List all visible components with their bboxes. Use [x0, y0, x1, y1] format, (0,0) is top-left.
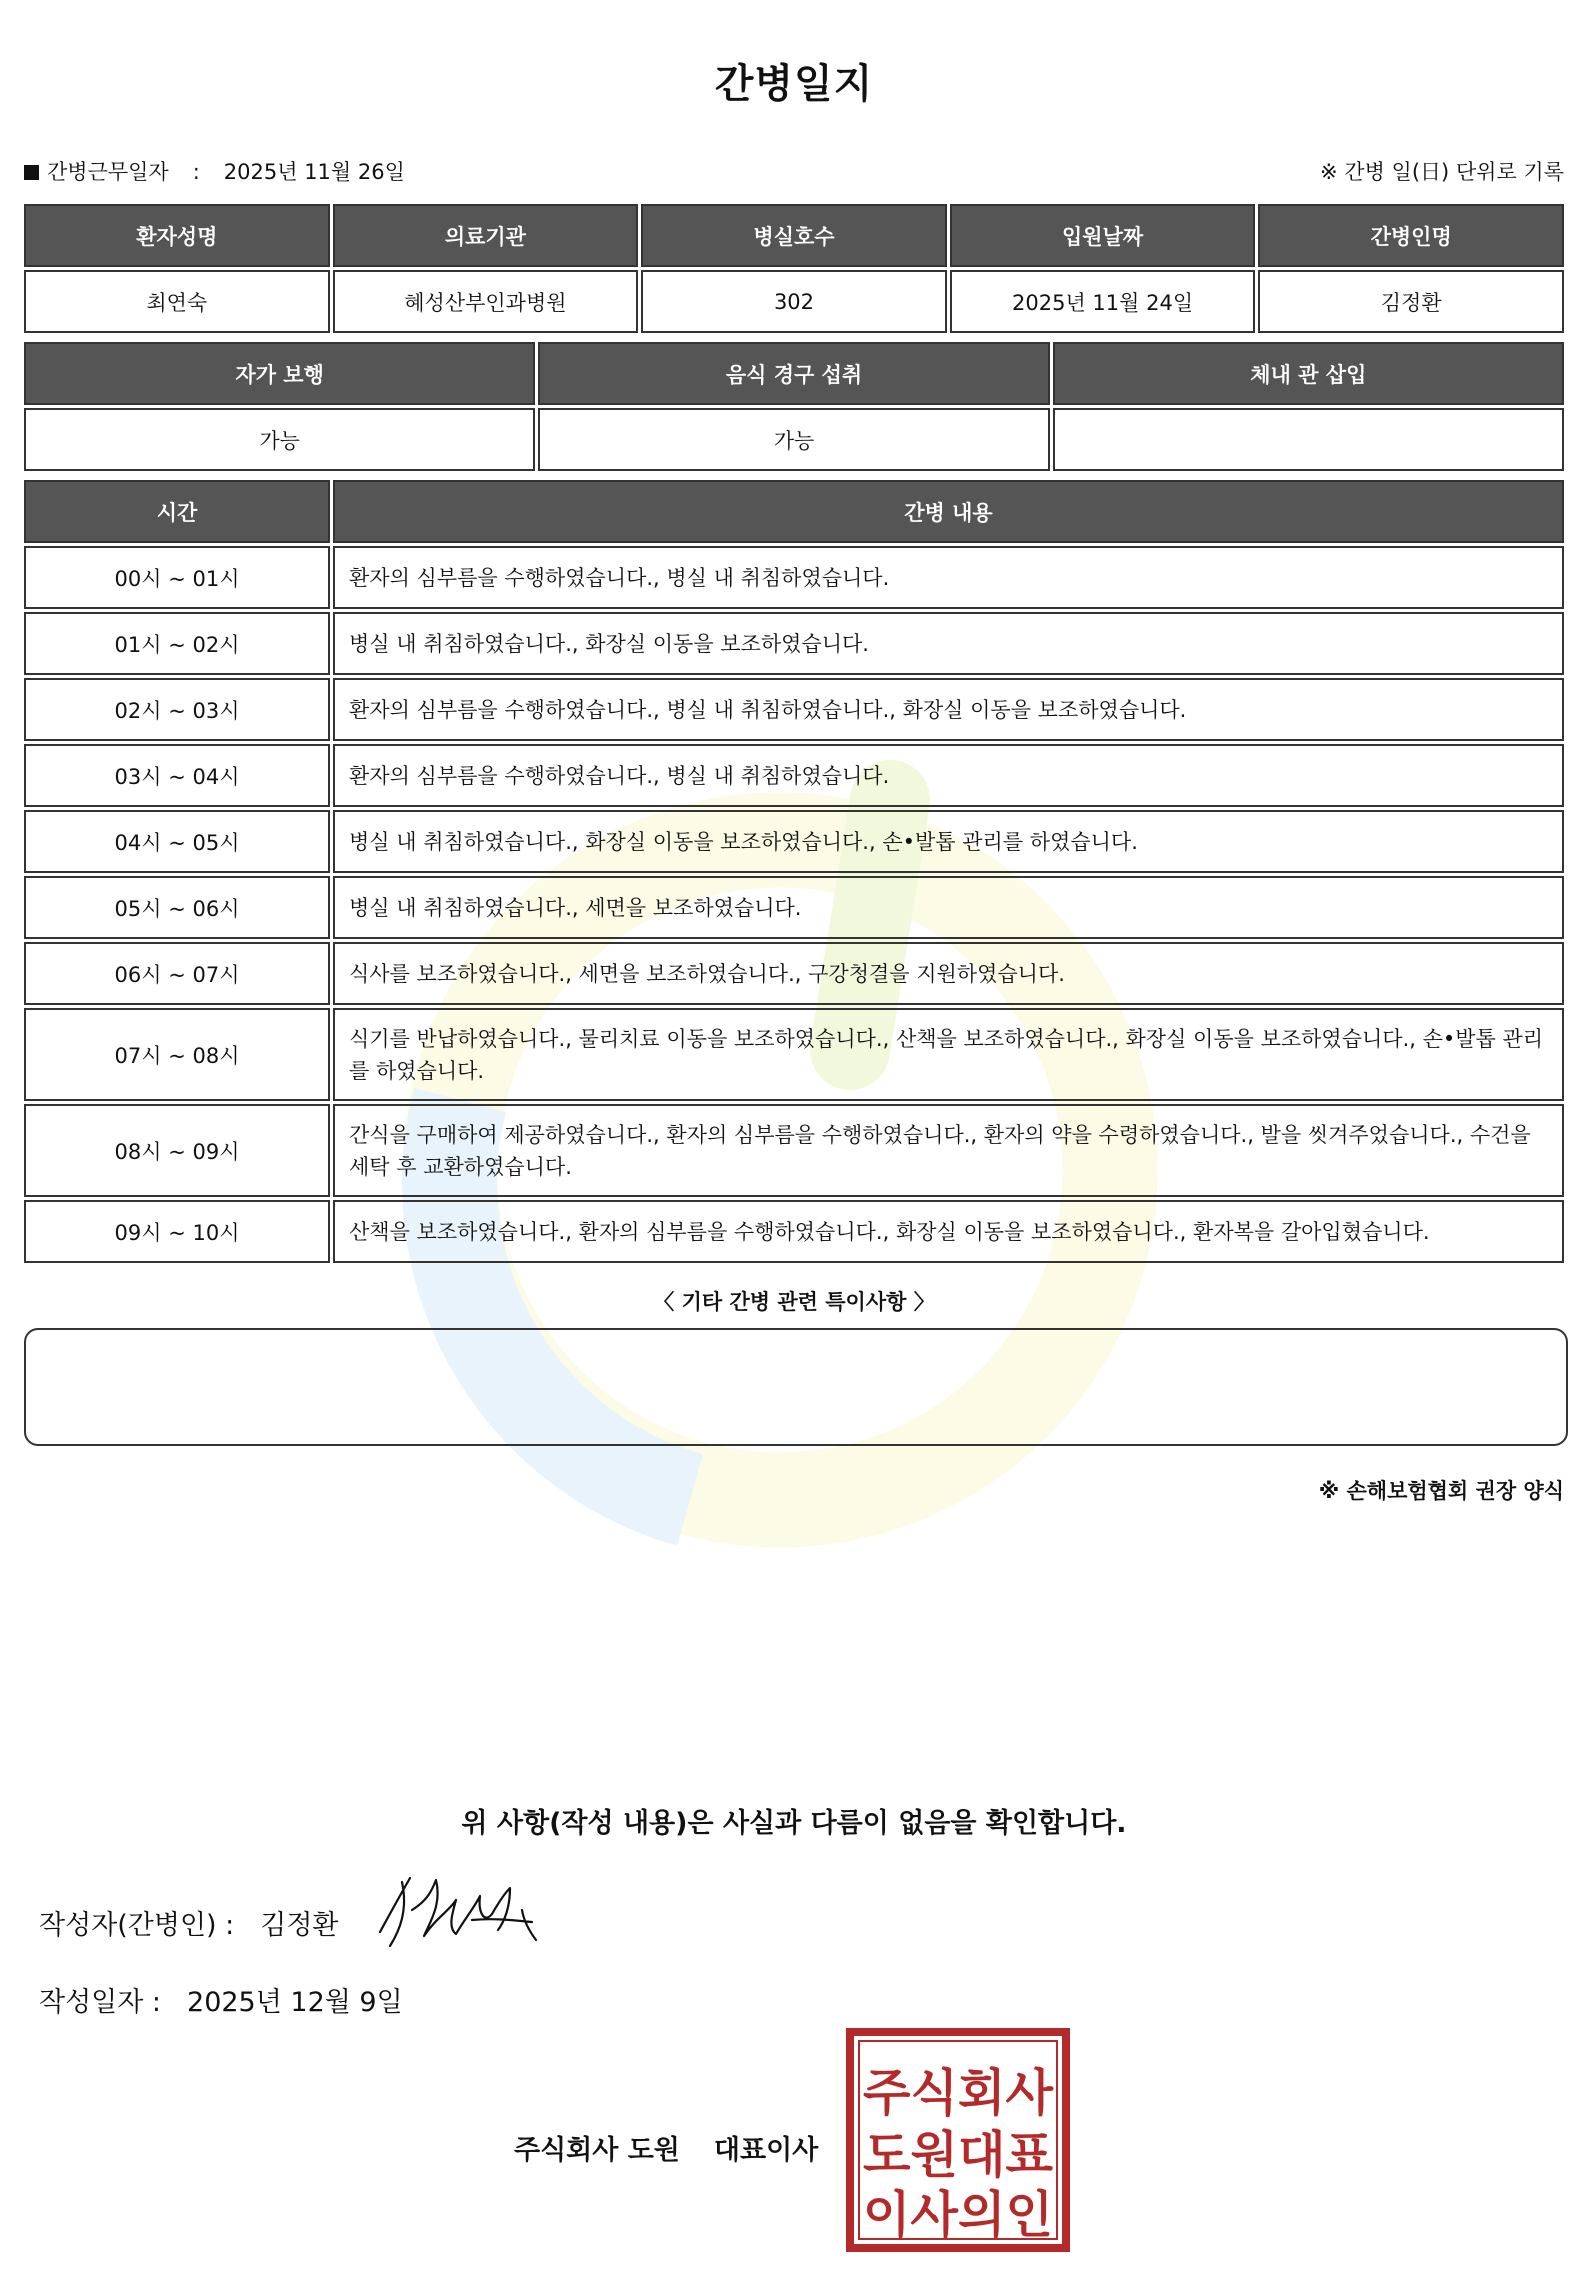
oral-intake-value: 가능: [538, 408, 1049, 471]
header-care-content: 간병 내용: [333, 480, 1564, 543]
company-rep-title: 대표이사: [713, 2135, 819, 2166]
table-row: [24, 876, 1564, 939]
writer-label: 작성자(간병인) :: [39, 1910, 235, 1941]
seal-line-1: 주식회사: [863, 2064, 1054, 2122]
row-content: 병실 내 취침하였습니다., 화장실 이동을 보조하였습니다.: [333, 612, 1564, 675]
row-content: 환자의 심부름을 수행하였습니다., 병실 내 취침하였습니다.: [333, 744, 1564, 807]
header-hospital: 의료기관: [333, 204, 639, 267]
care-log-table: [21, 477, 1567, 1266]
table-row: [24, 1104, 1564, 1197]
table-row: [24, 1008, 1564, 1101]
table-row: [24, 744, 1564, 807]
row-time: 04시 ~ 05시: [24, 810, 330, 873]
header-room: 병실호수: [641, 204, 947, 267]
row-time: 05시 ~ 06시: [24, 876, 330, 939]
row-time: 07시 ~ 08시: [24, 1008, 330, 1101]
work-date-value: 2025년 11월 26일: [223, 160, 405, 184]
table-row: [24, 1200, 1564, 1263]
seal-line-3: 이사의인: [863, 2186, 1053, 2244]
row-content: 산책을 보조하였습니다., 환자의 심부름을 수행하였습니다., 화장실 이동을 보조하였습니다., 환자복을 갈아입혔습니다.: [333, 1200, 1564, 1263]
confirmation-statement: 위 사항(작성 내용)은 사실과 다름이 없음을 확인합니다.: [461, 1808, 1127, 1839]
header-caregiver: 간병인명: [1258, 204, 1564, 267]
row-content: 간식을 구매하여 제공하였습니다., 환자의 심부름을 수행하였습니다., 환자의 약을 수령하였습니다., 발을 씻겨주었습니다., 수건을 세탁 후 교환하였습니다.: [333, 1104, 1564, 1197]
writer-name: 김정환: [260, 1910, 339, 1941]
header-tube: 체내 관 삽입: [1053, 342, 1564, 405]
recommendation-note: ※ 손해보험협회 권장 양식: [1318, 1479, 1564, 1503]
admission-date: 2025년 11월 24일: [950, 270, 1256, 333]
tube-value: [1053, 408, 1564, 471]
caregiver-name: 김정환: [1258, 270, 1564, 333]
row-time: 06시 ~ 07시: [24, 942, 330, 1005]
written-date-value: 2025년 12월 9일: [187, 1987, 403, 2018]
written-date-label: 작성일자 :: [39, 1987, 162, 2018]
company-signature-line: [514, 2128, 818, 2167]
room-number: 302: [641, 270, 947, 333]
company-seal-stamp: [846, 2028, 1070, 2252]
unit-note: ※ 간병 일(日) 단위로 기록: [1320, 160, 1564, 184]
table-row: [24, 546, 1564, 609]
row-time: 02시 ~ 03시: [24, 678, 330, 741]
row-content: 환자의 심부름을 수행하였습니다., 병실 내 취침하였습니다., 화장실 이동을 보조하였습니다.: [333, 678, 1564, 741]
company-name: 주식회사 도원: [514, 2135, 680, 2166]
row-content: 환자의 심부름을 수행하였습니다., 병실 내 취침하였습니다.: [333, 546, 1564, 609]
table-row: [24, 612, 1564, 675]
header-admission-date: 입원날짜: [950, 204, 1256, 267]
work-date-separator: :: [192, 160, 200, 184]
hospital-name: 혜성산부인과병원: [333, 270, 639, 333]
row-time: 01시 ~ 02시: [24, 612, 330, 675]
header-time: 시간: [24, 480, 330, 543]
signature-image: [372, 1870, 552, 1952]
row-content: 병실 내 취침하였습니다., 세면을 보조하였습니다.: [333, 876, 1564, 939]
seal-line-2: 도원대표: [863, 2126, 1054, 2184]
special-notes-title: 〈 기타 간병 관련 특이사항 〉: [653, 1290, 935, 1314]
walking-value: 가능: [24, 408, 535, 471]
work-date-label: 간병근무일자: [47, 160, 169, 184]
patient-status-table: [21, 339, 1567, 474]
table-row: [24, 810, 1564, 873]
square-bullet-icon: [24, 165, 39, 180]
writer-line: [39, 1903, 339, 1942]
work-date: [24, 156, 405, 186]
row-time: 08시 ~ 09시: [24, 1104, 330, 1197]
written-date-line: [39, 1980, 403, 2019]
header-walking: 자가 보행: [24, 342, 535, 405]
special-notes-box: [24, 1328, 1568, 1446]
row-content: 식기를 반납하였습니다., 물리치료 이동을 보조하였습니다., 산책을 보조하였습니다., 화장실 이동을 보조하였습니다., 손•발톱 관리를 하였습니다.: [333, 1008, 1564, 1101]
page-title: 간병일지: [714, 61, 874, 107]
row-content: 식사를 보조하였습니다., 세면을 보조하였습니다., 구강청결을 지원하였습니다.: [333, 942, 1564, 1005]
row-content: 병실 내 취침하였습니다., 화장실 이동을 보조하였습니다., 손•발톱 관리를 하였습니다.: [333, 810, 1564, 873]
header-patient-name: 환자성명: [24, 204, 330, 267]
table-row: [24, 678, 1564, 741]
row-time: 00시 ~ 01시: [24, 546, 330, 609]
table-row: [24, 942, 1564, 1005]
patient-info-table: [21, 201, 1567, 336]
patient-name: 최연숙: [24, 270, 330, 333]
row-time: 09시 ~ 10시: [24, 1200, 330, 1263]
header-oral-intake: 음식 경구 섭취: [538, 342, 1049, 405]
row-time: 03시 ~ 04시: [24, 744, 330, 807]
